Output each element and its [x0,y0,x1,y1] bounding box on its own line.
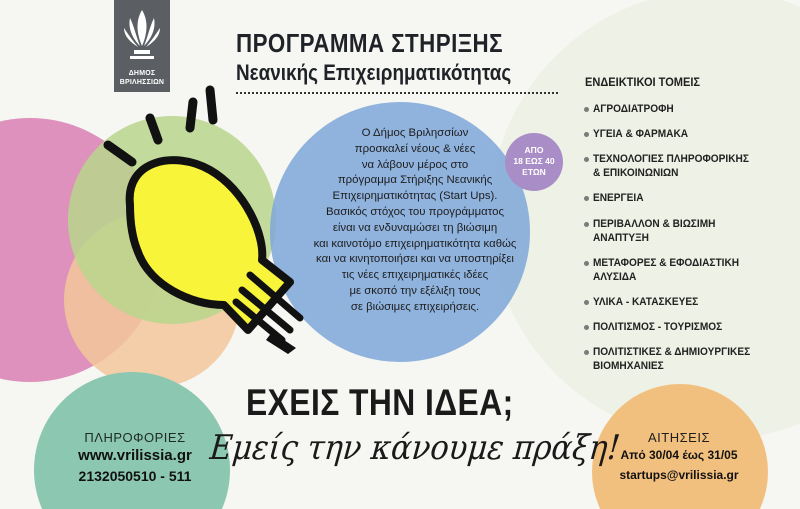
sector-label: ΕΝΕΡΓΕΙΑ [593,192,644,204]
description-line: με σκοπό την εξέλιξη τους [349,284,481,297]
sector-label: & ΕΠΙΚΟΙΝΩΝΙΩΝ [593,167,679,179]
slogan-question: ΕΧΕΙΣ ΤΗΝ ΙΔΕΑ; [246,382,514,423]
bullet-icon [584,222,589,227]
info-title: ΠΛΗΡΟΦΟΡΙΕΣ [84,430,186,445]
description-line: και καινοτόμο επιχειρηματικότητα καθώς [313,237,517,250]
sectors-title: ΕΝΔΕΙΚΤΙΚΟΙ ΤΟΜΕΙΣ [585,75,701,89]
applications-email-link[interactable]: startups@vrilissia.gr [619,468,739,482]
sector-label: ΑΝΑΠΤΥΞΗ [593,232,649,244]
bullet-icon [584,157,589,162]
description-line: να λάβουν μέρος στο [361,158,469,171]
logo-text-line2: ΒΡΙΛΗΣΣΙΩΝ [119,79,165,86]
age-badge-line: ΕΤΩΝ [522,167,546,177]
description-line: είναι να ενδυναμώσει τη βιώσιμη [332,221,498,234]
description-line: τις νέες επιχειρηματικές ιδέες [341,269,489,282]
applications-dates: Από 30/04 έως 31/05 [620,448,738,462]
bullet-icon [584,132,589,137]
age-badge-line: ΑΠΟ [524,145,544,155]
sector-label: ΠΟΛΙΤΙΣΜΟΣ - ΤΟΥΡΙΣΜΟΣ [593,321,723,333]
bullet-icon [584,350,589,355]
sector-label: ΒΙΟΜΗΧΑΝΙΕΣ [593,360,664,372]
info-phone: 2132050510 - 511 [78,468,192,484]
age-badge-line: 18 ΕΩΣ 40 [513,156,555,166]
age-badge [505,133,563,191]
sector-label: ΠΕΡΙΒΑΛΛΟΝ & ΒΙΩΣΙΜΗ [593,218,716,230]
description-line: και να κινητοποιήσει και να υποστηρίξει [316,253,514,266]
dotted-divider [236,92,558,94]
description-line: πρόγραμμα Στήριξης Νεανικής [337,174,493,187]
page-title: ΠΡΟΓΡΑΜΜΑ ΣΤΗΡΙΞΗΣ [236,28,503,58]
applications-title: ΑΙΤΗΣΕΙΣ [648,430,710,445]
page-subtitle: Νεανικής Επιχειρηματικότητας [236,60,512,85]
slogan-script: Εμείς την κάνουμε πράξη! [208,428,622,468]
info-website-link[interactable]: www.vrilissia.gr [78,447,192,464]
sector-label: ΥΛΙΚΑ - ΚΑΤΑΣΚΕΥΕΣ [593,296,699,308]
lotus-emblem-icon [122,6,162,64]
bullet-icon [584,261,589,266]
description-line: προσκαλεί νέους & νέες [354,142,476,155]
description-line: Ο Δήμος Βριλησσίων [361,127,469,139]
bullet-icon [584,325,589,330]
description-line: Βασικός στόχος του προγράμματος [326,205,504,218]
sector-label: ΑΓΡΟΔΙΑΤΡΟΦΗ [593,103,674,115]
description-line: σε βιώσιμες επιχειρήσεις. [350,300,480,313]
bullet-icon [584,300,589,305]
bullet-icon [584,196,589,201]
sector-label: ΠΟΛΙΤΙΣΤΙΚΕΣ & ΔΗΜΙΟΥΡΓΙΚΕΣ [593,346,751,358]
sector-label: ΜΕΤΑΦΟΡΕΣ & ΕΦΟΔΙΑΣΤΙΚΗ [593,257,740,269]
description-line: Επιχειρηματικότητας (Start Ups). [332,190,498,203]
logo-text-line1: ΔΗΜΟΣ [128,70,156,77]
bullet-icon [584,107,589,112]
sector-label: ΤΕΧΝΟΛΟΓΙΕΣ ΠΛΗΡΟΦΟΡΙΚΗΣ [593,153,749,165]
sector-label: ΑΛΥΣΙΔΑ [593,271,637,283]
sector-label: ΥΓΕΙΑ & ΦΑΡΜΑΚΑ [593,128,689,140]
municipality-logo [114,0,170,92]
